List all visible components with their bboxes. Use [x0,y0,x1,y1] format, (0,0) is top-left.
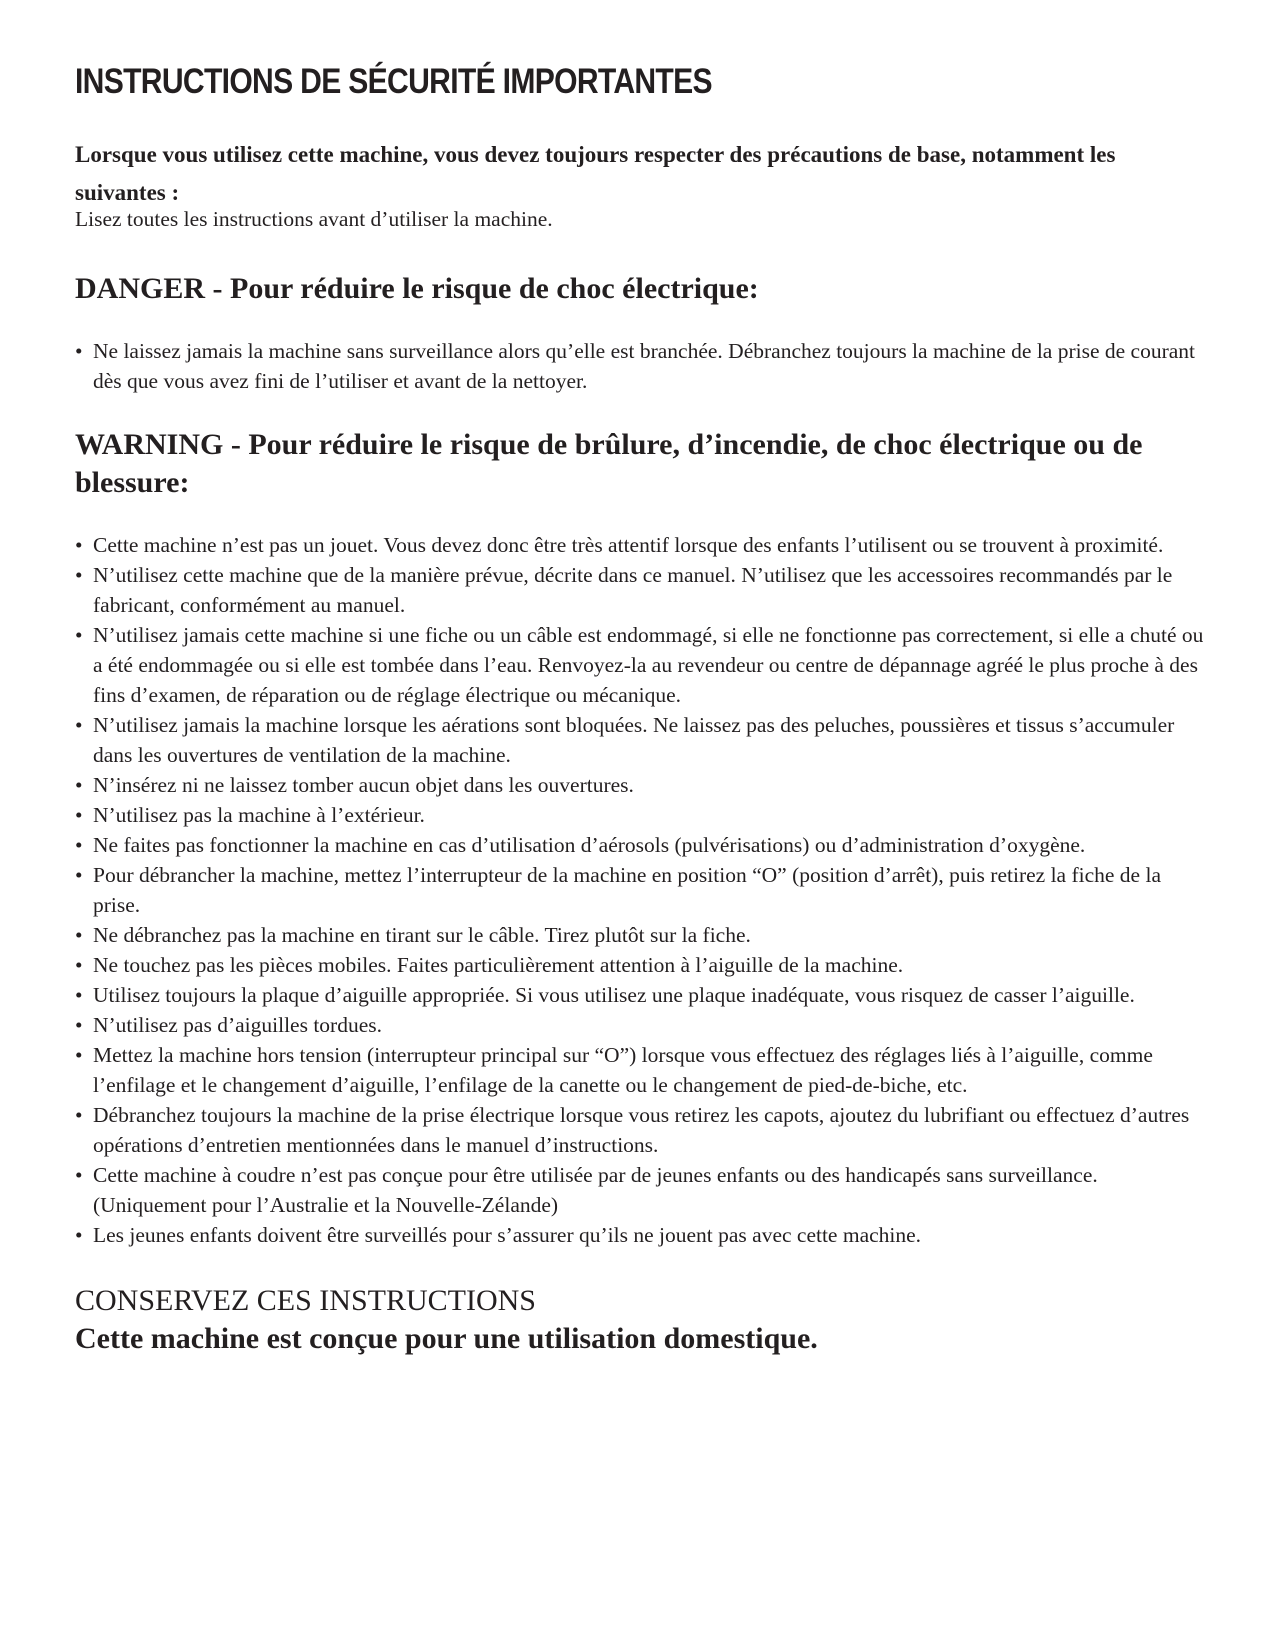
bullet-icon: • [75,1223,83,1247]
warning-item [75,1040,1205,1100]
warning-item-text: Pour débrancher la machine, mettez l’interrupteur de la machine en position “O” (position d’arrêt), puis retirez la fiche de la prise. [93,863,1161,917]
warning-item-text: N’insérez ni ne laissez tomber aucun objet dans les ouvertures. [93,773,634,797]
bullet-icon: • [75,1013,83,1037]
bullet-icon: • [75,1163,83,1187]
bullet-icon: • [75,713,83,737]
warning-item-text: Cette machine n’est pas un jouet. Vous devez donc être très attentif lorsque des enfants l’utilisent ou se trouvent à proximité. [93,533,1164,557]
bullet-icon: • [75,953,83,977]
warning-item [75,770,1205,800]
warning-item-text: Mettez la machine hors tension (interrupteur principal sur “O”) lorsque vous effectuez des réglages liés à l’aiguille, comme l’enfilage et le changement d’aiguille, l’enfilage de la canette ou le changement de pied-de-biche, etc. [93,1043,1153,1097]
warning-item-text: Cette machine à coudre n’est pas conçue pour être utilisée par de jeunes enfants ou des handicapés sans surveillance. (Uniquement pour l’Australie et la Nouvelle-Zélande) [93,1163,1098,1217]
warning-item [75,920,1205,950]
bullet-icon: • [75,803,83,827]
warning-item [75,530,1205,560]
bullet-icon: • [75,833,83,857]
bullet-icon: • [75,773,83,797]
intro-paragraph: Lorsque vous utilisez cette machine, vous devez toujours respecter des précautions de base, notamment les suivantes : [75,142,1116,205]
warning-item-text: N’utilisez jamais la machine lorsque les aérations sont bloquées. Ne laissez pas des peluches, poussières et tissus s’accumuler dans les ouvertures de ventilation de la machine. [93,713,1175,767]
danger-item-text: Ne laissez jamais la machine sans surveillance alors qu’elle est branchée. Débranchez toujours la machine de la prise de courant dès que vous avez fini de l’utiliser et avant de la nettoyer. [93,339,1196,393]
bullet-icon: • [75,923,83,947]
warning-item-text: N’utilisez pas d’aiguilles tordues. [93,1013,382,1037]
warning-item-text: N’utilisez pas la machine à l’extérieur. [93,803,425,827]
warning-item [75,1160,1205,1220]
warning-list [75,530,1205,1250]
warning-item [75,1220,1205,1250]
warning-item [75,1010,1205,1040]
warning-item-text: N’utilisez cette machine que de la manière prévue, décrite dans ce manuel. N’utilisez que les accessoires recommandés par le fabricant, conformément au manuel. [93,563,1173,617]
warning-item [75,860,1205,920]
warning-item [75,1100,1205,1160]
warning-item [75,710,1205,770]
warning-item-text: Les jeunes enfants doivent être surveillés pour s’assurer qu’ils ne jouent pas avec cette machine. [93,1223,922,1247]
bullet-icon: • [75,1103,83,1127]
warning-item [75,620,1205,710]
household-use-note: Cette machine est conçue pour une utilisation domestique. [75,1322,818,1355]
warning-item [75,980,1205,1010]
danger-heading: DANGER - Pour réduire le risque de choc électrique: [75,272,759,305]
bullet-icon: • [75,1043,83,1067]
warning-item-text: Débranchez toujours la machine de la prise électrique lorsque vous retirez les capots, ajoutez du lubrifiant ou effectuez d’autres opérations d’entretien mentionnées dans le manuel d’instructions. [93,1103,1190,1157]
warning-item [75,560,1205,620]
intro-subtext: Lisez toutes les instructions avant d’utiliser la machine. [75,207,553,231]
bullet-icon: • [75,863,83,887]
warning-heading: WARNING - Pour réduire le risque de brûlure, d’incendie, de choc électrique ou de blessure: [75,428,1143,499]
safety-instructions-page [75,60,1205,1358]
warning-item [75,950,1205,980]
page-title: INSTRUCTIONS DE SÉCURITÉ IMPORTANTES [75,62,712,101]
bullet-icon: • [75,623,83,647]
warning-item [75,830,1205,860]
warning-item-text: N’utilisez jamais cette machine si une fiche ou un câble est endommagé, si elle ne fonctionne pas correctement, si elle a chuté ou a été endommagée ou si elle est tombée dans l’eau. Renvoyez-la au revendeur ou centre de dépannage agréé le plus proche à des fins d’examen, de réparation ou de réglage électrique ou mécanique. [93,623,1204,707]
save-instructions-heading: CONSERVEZ CES INSTRUCTIONS [75,1284,536,1317]
warning-item [75,800,1205,830]
warning-item-text: Ne débranchez pas la machine en tirant sur le câble. Tirez plutôt sur la fiche. [93,923,751,947]
warning-item-text: Ne touchez pas les pièces mobiles. Faites particulièrement attention à l’aiguille de la machine. [93,953,904,977]
danger-list [75,336,1205,396]
bullet-icon: • [75,339,83,363]
warning-item-text: Utilisez toujours la plaque d’aiguille appropriée. Si vous utilisez une plaque inadéquate, vous risquez de casser l’aiguille. [93,983,1135,1007]
bullet-icon: • [75,533,83,557]
bullet-icon: • [75,983,83,1007]
warning-item-text: Ne faites pas fonctionner la machine en cas d’utilisation d’aérosols (pulvérisations) ou d’administration d’oxygène. [93,833,1086,857]
danger-item [75,336,1205,396]
bullet-icon: • [75,563,83,587]
